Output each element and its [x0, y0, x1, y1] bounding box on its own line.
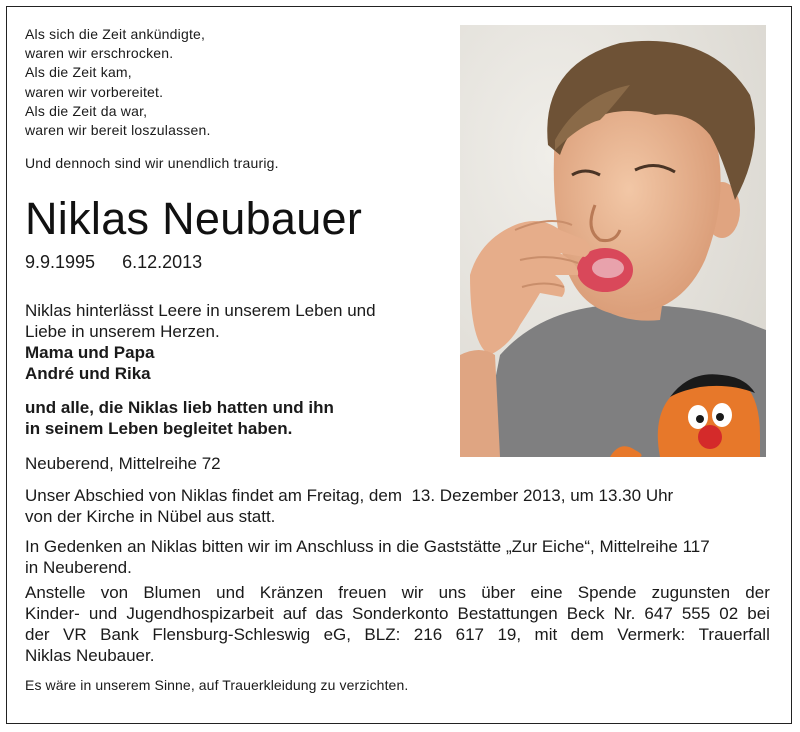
donation-word: 19, — [497, 625, 522, 644]
donation-word: Nr. — [613, 604, 636, 623]
reception-line: In Gedenken an Niklas bitten wir im Anschluss in die Gaststätte „Zur Eiche“, Mittelreihe 117 — [25, 537, 710, 556]
donation-word: von — [100, 583, 129, 602]
donation-word: bei — [747, 604, 770, 623]
donation-word: Trauerfall — [698, 625, 770, 644]
donation-word: BLZ: — [364, 625, 401, 644]
poem-line: Als die Zeit da war, — [25, 102, 148, 119]
donation-word: 216 — [413, 625, 443, 644]
poem-line: Als die Zeit kam, — [25, 64, 132, 81]
donation-word: Blumen — [143, 583, 201, 602]
mourners-line: in seinem Leben begleitet haben. — [25, 419, 293, 438]
donation-word: eine — [530, 583, 563, 602]
donation-word: über — [481, 583, 516, 602]
donation-word: freuen — [338, 583, 387, 602]
donation-word: das — [315, 604, 343, 623]
funeral-line: von der Kirche in Nübel aus statt. — [25, 507, 276, 526]
donation-word: 647 — [644, 604, 673, 623]
family-address: Neuberend, Mittelreihe 72 — [25, 454, 221, 473]
donation-word: Jugendhospizarbeit — [126, 604, 274, 623]
donation-word: und — [88, 604, 118, 623]
mourners-line: und alle, die Niklas lieb hatten und ihn — [25, 398, 334, 417]
family-signature: Mama und Papa — [25, 343, 155, 362]
donation-word: Flensburg-Schleswig — [152, 625, 311, 644]
donation-word: eG, — [323, 625, 351, 644]
donation-word: 555 — [681, 604, 711, 623]
donation-word: Bestattungen — [457, 604, 558, 623]
donation-word: Anstelle — [25, 583, 86, 602]
poem-line: Als sich die Zeit ankündigte, — [25, 26, 206, 42]
poem-closing: Und dennoch sind wir unendlich traurig. — [25, 155, 279, 171]
dress-note: Es wäre in unserem Sinne, auf Trauerkleidung zu verzichten. — [25, 677, 409, 693]
poem — [25, 25, 211, 140]
donation-line — [25, 624, 770, 645]
donation-info — [25, 582, 770, 666]
donation-word: 617 — [455, 625, 484, 644]
life-dates — [25, 252, 202, 273]
portrait-photo-icon — [460, 25, 766, 457]
donation-word: wir — [401, 583, 424, 602]
funeral-info — [25, 485, 770, 527]
reception-line: in Neuberend. — [25, 558, 132, 577]
donation-word: auf — [282, 604, 307, 623]
mourners — [25, 397, 334, 439]
portrait-photo — [460, 25, 766, 457]
donation-line — [25, 582, 770, 603]
poem-line: waren wir bereit loszulassen. — [25, 122, 211, 139]
donation-word: VR — [63, 625, 87, 644]
funeral-line: Unser Abschied von Niklas findet am Freitag, dem 13. Dezember 2013, um 13.30 Uhr — [25, 486, 674, 505]
birth-date: 9.9.1995 — [25, 252, 96, 272]
donation-word: Kränzen — [259, 583, 324, 602]
donation-word: Spende — [577, 583, 637, 602]
death-date: 6.12.2013 — [122, 252, 203, 272]
poem-line: waren wir erschrocken. — [25, 45, 174, 62]
family-signature: André und Rika — [25, 364, 151, 383]
tribute-line: Niklas hinterlässt Leere in unserem Leben und — [25, 301, 376, 320]
tribute — [25, 300, 376, 384]
donation-word: Vermerk: — [617, 625, 686, 644]
tribute-line: Liebe in unserem Herzen. — [25, 322, 220, 341]
donation-word: zugunsten — [651, 583, 731, 602]
donation-word: der — [745, 583, 770, 602]
donation-word: mit — [534, 625, 558, 644]
donation-word: Beck — [566, 604, 605, 623]
donation-word: der — [25, 625, 50, 644]
deceased-name: Niklas Neubauer — [25, 193, 363, 244]
donation-word: uns — [438, 583, 467, 602]
poem-line: waren wir vorbereitet. — [25, 83, 164, 100]
donation-word: und — [216, 583, 245, 602]
donation-line — [25, 603, 770, 624]
reception-info — [25, 536, 770, 578]
donation-word: Sonderkonto — [352, 604, 449, 623]
donation-word: Bank — [100, 625, 139, 644]
donation-word: Kinder- — [25, 604, 80, 623]
donation-line: Niklas Neubauer. — [25, 646, 155, 665]
donation-word: dem — [570, 625, 604, 644]
donation-word: 02 — [719, 604, 739, 623]
